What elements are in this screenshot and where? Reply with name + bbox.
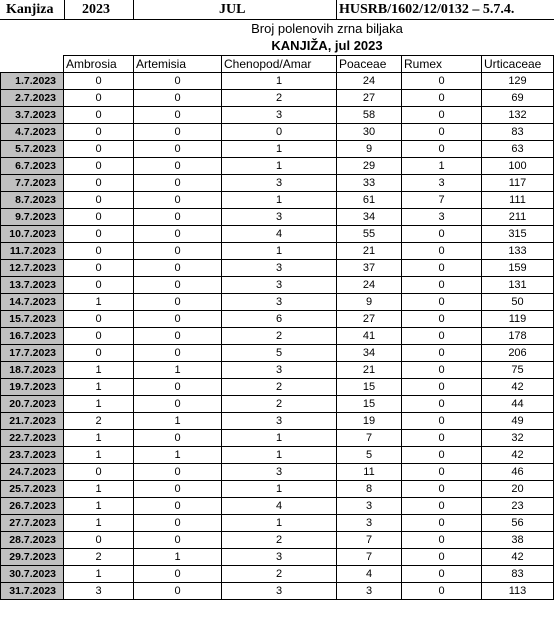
date-cell: 31.7.2023: [1, 583, 64, 600]
value-cell: 0: [134, 532, 222, 549]
value-cell: 0: [64, 107, 134, 124]
value-cell: 0: [402, 328, 482, 345]
table-row: [1, 209, 554, 226]
date-cell: 28.7.2023: [1, 532, 64, 549]
value-cell: 0: [402, 73, 482, 90]
value-cell: 0: [402, 124, 482, 141]
table-row: [1, 464, 554, 481]
value-cell: 0: [402, 311, 482, 328]
value-cell: 21: [337, 243, 402, 260]
value-cell: 129: [482, 73, 554, 90]
date-cell: 13.7.2023: [1, 277, 64, 294]
date-cell: 19.7.2023: [1, 379, 64, 396]
value-cell: 100: [482, 158, 554, 175]
value-cell: 24: [337, 73, 402, 90]
value-cell: 5: [222, 345, 337, 362]
value-cell: 2: [64, 549, 134, 566]
value-cell: 63: [482, 141, 554, 158]
table-row: [1, 498, 554, 515]
value-cell: 0: [134, 277, 222, 294]
date-cell: 5.7.2023: [1, 141, 64, 158]
value-cell: 9: [337, 294, 402, 311]
value-cell: 0: [134, 396, 222, 413]
value-cell: 0: [402, 430, 482, 447]
value-cell: 1: [64, 447, 134, 464]
value-cell: 38: [482, 532, 554, 549]
value-cell: 61: [337, 192, 402, 209]
value-cell: 0: [64, 260, 134, 277]
date-cell: 2.7.2023: [1, 90, 64, 107]
value-cell: 0: [402, 107, 482, 124]
value-cell: 0: [64, 158, 134, 175]
value-cell: 3: [402, 175, 482, 192]
value-cell: 1: [134, 362, 222, 379]
value-cell: 0: [64, 175, 134, 192]
table-row: [1, 243, 554, 260]
value-cell: 0: [402, 362, 482, 379]
value-cell: 49: [482, 413, 554, 430]
value-cell: 0: [134, 583, 222, 600]
month-label: JUL: [219, 2, 246, 17]
table-row: [1, 447, 554, 464]
value-cell: 0: [402, 532, 482, 549]
value-cell: 3: [222, 413, 337, 430]
date-cell: 9.7.2023: [1, 209, 64, 226]
value-cell: 0: [402, 345, 482, 362]
value-cell: 1: [222, 141, 337, 158]
value-cell: 2: [222, 90, 337, 107]
value-cell: 0: [402, 243, 482, 260]
value-cell: 83: [482, 124, 554, 141]
value-cell: 131: [482, 277, 554, 294]
value-cell: 2: [222, 396, 337, 413]
table-row: [1, 226, 554, 243]
value-cell: 0: [64, 532, 134, 549]
value-cell: 0: [402, 498, 482, 515]
value-cell: 0: [402, 481, 482, 498]
table-row: [1, 73, 554, 90]
value-cell: 21: [337, 362, 402, 379]
value-cell: 1: [222, 158, 337, 175]
value-cell: 3: [222, 549, 337, 566]
value-cell: 0: [64, 73, 134, 90]
value-cell: 7: [337, 532, 402, 549]
value-cell: 3: [222, 583, 337, 600]
date-cell: 21.7.2023: [1, 413, 64, 430]
value-cell: 0: [134, 175, 222, 192]
value-cell: 0: [402, 260, 482, 277]
value-cell: 3: [337, 498, 402, 515]
value-cell: 1: [402, 158, 482, 175]
date-cell: 7.7.2023: [1, 175, 64, 192]
value-cell: 0: [222, 124, 337, 141]
value-cell: 1: [64, 294, 134, 311]
column-header: Rumex: [402, 56, 482, 73]
table-row: [1, 515, 554, 532]
subtitle: Broj polenovih zrna biljaka: [251, 21, 403, 36]
value-cell: 178: [482, 328, 554, 345]
column-header-row: [1, 56, 554, 73]
value-cell: 0: [134, 481, 222, 498]
value-cell: 4: [222, 226, 337, 243]
table-row: [1, 294, 554, 311]
value-cell: 19: [337, 413, 402, 430]
table-row: [1, 277, 554, 294]
table-row: [1, 192, 554, 209]
value-cell: 37: [337, 260, 402, 277]
value-cell: 1: [222, 73, 337, 90]
date-cell: 26.7.2023: [1, 498, 64, 515]
table-row: [1, 566, 554, 583]
value-cell: 0: [64, 345, 134, 362]
value-cell: 1: [222, 243, 337, 260]
value-cell: 0: [134, 90, 222, 107]
date-cell: 20.7.2023: [1, 396, 64, 413]
value-cell: 27: [337, 90, 402, 107]
value-cell: 6: [222, 311, 337, 328]
value-cell: 44: [482, 396, 554, 413]
value-cell: 0: [134, 243, 222, 260]
table-row: [1, 583, 554, 600]
value-cell: 0: [134, 73, 222, 90]
value-cell: 42: [482, 447, 554, 464]
value-cell: 1: [134, 447, 222, 464]
value-cell: 0: [134, 515, 222, 532]
value-cell: 2: [222, 532, 337, 549]
value-cell: 8: [337, 481, 402, 498]
value-cell: 1: [134, 549, 222, 566]
value-cell: 111: [482, 192, 554, 209]
date-cell: 22.7.2023: [1, 430, 64, 447]
value-cell: 0: [402, 549, 482, 566]
value-cell: 0: [402, 447, 482, 464]
table-row: [1, 124, 554, 141]
table-row: [1, 90, 554, 107]
value-cell: 0: [134, 260, 222, 277]
table-row: [1, 328, 554, 345]
value-cell: 0: [402, 294, 482, 311]
date-cell: 10.7.2023: [1, 226, 64, 243]
date-cell: 4.7.2023: [1, 124, 64, 141]
value-cell: 2: [222, 566, 337, 583]
date-cell: 18.7.2023: [1, 362, 64, 379]
value-cell: 1: [64, 481, 134, 498]
table-row: [1, 396, 554, 413]
value-cell: 1: [64, 430, 134, 447]
value-cell: 1: [64, 515, 134, 532]
value-cell: 0: [134, 345, 222, 362]
date-cell: 24.7.2023: [1, 464, 64, 481]
value-cell: 211: [482, 209, 554, 226]
value-cell: 0: [134, 158, 222, 175]
corner-cell: [1, 56, 64, 73]
value-cell: 0: [402, 413, 482, 430]
date-cell: 15.7.2023: [1, 311, 64, 328]
value-cell: 315: [482, 226, 554, 243]
value-cell: 3: [222, 107, 337, 124]
sheet-header: [0, 0, 554, 20]
value-cell: 3: [337, 583, 402, 600]
value-cell: 55: [337, 226, 402, 243]
value-cell: 3: [222, 294, 337, 311]
table-row: [1, 311, 554, 328]
value-cell: 0: [134, 430, 222, 447]
value-cell: 3: [64, 583, 134, 600]
value-cell: 159: [482, 260, 554, 277]
value-cell: 9: [337, 141, 402, 158]
value-cell: 1: [64, 379, 134, 396]
value-cell: 0: [134, 328, 222, 345]
value-cell: 0: [134, 124, 222, 141]
value-cell: 132: [482, 107, 554, 124]
value-cell: 41: [337, 328, 402, 345]
value-cell: 1: [222, 192, 337, 209]
value-cell: 27: [337, 311, 402, 328]
table-row: [1, 379, 554, 396]
value-cell: 23: [482, 498, 554, 515]
value-cell: 34: [337, 209, 402, 226]
value-cell: 7: [337, 549, 402, 566]
value-cell: 0: [402, 277, 482, 294]
value-cell: 3: [402, 209, 482, 226]
value-cell: 58: [337, 107, 402, 124]
value-cell: 30: [337, 124, 402, 141]
table-row: [1, 345, 554, 362]
date-cell: 3.7.2023: [1, 107, 64, 124]
column-header: Chenopod/Amar: [222, 56, 337, 73]
value-cell: 2: [222, 379, 337, 396]
value-cell: 0: [64, 209, 134, 226]
value-cell: 1: [222, 447, 337, 464]
value-cell: 56: [482, 515, 554, 532]
value-cell: 0: [402, 515, 482, 532]
value-cell: 0: [134, 566, 222, 583]
table-row: [1, 260, 554, 277]
value-cell: 0: [134, 192, 222, 209]
column-header: Ambrosia: [64, 56, 134, 73]
value-cell: 117: [482, 175, 554, 192]
pollen-table: [0, 55, 554, 600]
date-cell: 30.7.2023: [1, 566, 64, 583]
value-cell: 119: [482, 311, 554, 328]
value-cell: 0: [134, 226, 222, 243]
table-row: [1, 413, 554, 430]
value-cell: 0: [402, 583, 482, 600]
subtitle-location-date: KANJIŽA, jul 2023: [271, 38, 383, 53]
value-cell: 42: [482, 379, 554, 396]
value-cell: 0: [134, 141, 222, 158]
value-cell: 0: [64, 277, 134, 294]
table-row: [1, 107, 554, 124]
table-row: [1, 481, 554, 498]
value-cell: 0: [402, 379, 482, 396]
date-cell: 27.7.2023: [1, 515, 64, 532]
value-cell: 3: [222, 277, 337, 294]
value-cell: 0: [134, 379, 222, 396]
code-label: HUSRB/1602/12/0132 – 5.7.4.: [339, 2, 515, 17]
place-label: Kanjiza: [6, 2, 54, 17]
value-cell: 0: [134, 498, 222, 515]
table-row: [1, 175, 554, 192]
value-cell: 34: [337, 345, 402, 362]
value-cell: 4: [222, 498, 337, 515]
value-cell: 1: [222, 430, 337, 447]
value-cell: 0: [134, 209, 222, 226]
value-cell: 133: [482, 243, 554, 260]
value-cell: 3: [222, 362, 337, 379]
value-cell: 0: [134, 311, 222, 328]
value-cell: 46: [482, 464, 554, 481]
value-cell: 7: [337, 430, 402, 447]
value-cell: 2: [64, 413, 134, 430]
value-cell: 2: [222, 328, 337, 345]
value-cell: 206: [482, 345, 554, 362]
value-cell: 0: [64, 124, 134, 141]
value-cell: 0: [402, 90, 482, 107]
value-cell: 3: [337, 515, 402, 532]
table-row: [1, 430, 554, 447]
date-cell: 14.7.2023: [1, 294, 64, 311]
column-header: Urticaceae: [482, 56, 554, 73]
value-cell: 3: [222, 175, 337, 192]
value-cell: 15: [337, 379, 402, 396]
value-cell: 1: [64, 396, 134, 413]
column-header: Poaceae: [337, 56, 402, 73]
value-cell: 75: [482, 362, 554, 379]
value-cell: 3: [222, 464, 337, 481]
value-cell: 1: [134, 413, 222, 430]
date-cell: 29.7.2023: [1, 549, 64, 566]
value-cell: 113: [482, 583, 554, 600]
value-cell: 3: [222, 260, 337, 277]
table-row: [1, 549, 554, 566]
value-cell: 0: [64, 243, 134, 260]
value-cell: 1: [222, 515, 337, 532]
value-cell: 1: [222, 481, 337, 498]
table-row: [1, 158, 554, 175]
value-cell: 29: [337, 158, 402, 175]
date-cell: 16.7.2023: [1, 328, 64, 345]
value-cell: 0: [402, 226, 482, 243]
table-row: [1, 141, 554, 158]
column-header: Artemisia: [134, 56, 222, 73]
value-cell: 7: [402, 192, 482, 209]
value-cell: 0: [64, 226, 134, 243]
value-cell: 0: [64, 192, 134, 209]
value-cell: 1: [64, 362, 134, 379]
date-cell: 8.7.2023: [1, 192, 64, 209]
value-cell: 0: [402, 396, 482, 413]
value-cell: 5: [337, 447, 402, 464]
value-cell: 0: [64, 328, 134, 345]
value-cell: 42: [482, 549, 554, 566]
value-cell: 69: [482, 90, 554, 107]
value-cell: 11: [337, 464, 402, 481]
year-label: 2023: [82, 2, 110, 17]
date-cell: 6.7.2023: [1, 158, 64, 175]
value-cell: 83: [482, 566, 554, 583]
date-cell: 25.7.2023: [1, 481, 64, 498]
value-cell: 15: [337, 396, 402, 413]
value-cell: 0: [64, 90, 134, 107]
table-body: [1, 73, 554, 600]
value-cell: 0: [64, 311, 134, 328]
value-cell: 0: [402, 566, 482, 583]
value-cell: 1: [64, 566, 134, 583]
value-cell: 4: [337, 566, 402, 583]
value-cell: 20: [482, 481, 554, 498]
table-row: [1, 362, 554, 379]
value-cell: 32: [482, 430, 554, 447]
date-cell: 11.7.2023: [1, 243, 64, 260]
value-cell: 0: [134, 464, 222, 481]
date-cell: 1.7.2023: [1, 73, 64, 90]
value-cell: 0: [64, 464, 134, 481]
table-row: [1, 532, 554, 549]
value-cell: 24: [337, 277, 402, 294]
date-cell: 12.7.2023: [1, 260, 64, 277]
value-cell: 0: [402, 141, 482, 158]
date-cell: 17.7.2023: [1, 345, 64, 362]
value-cell: 0: [134, 107, 222, 124]
value-cell: 50: [482, 294, 554, 311]
value-cell: 33: [337, 175, 402, 192]
date-cell: 23.7.2023: [1, 447, 64, 464]
value-cell: 0: [64, 141, 134, 158]
value-cell: 1: [64, 498, 134, 515]
value-cell: 0: [402, 464, 482, 481]
value-cell: 3: [222, 209, 337, 226]
value-cell: 0: [134, 294, 222, 311]
